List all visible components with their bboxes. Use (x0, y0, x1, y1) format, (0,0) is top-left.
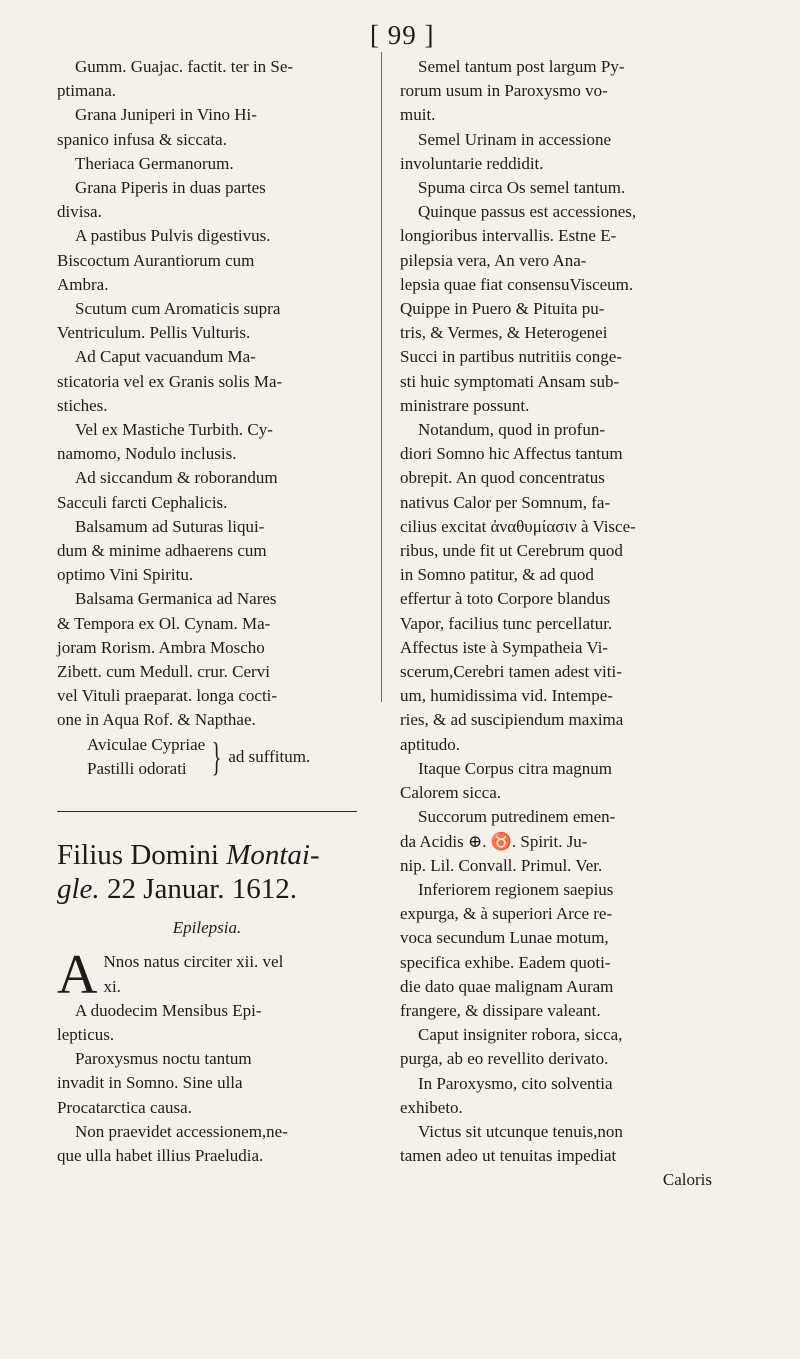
text-line: tamen adeo ut tenuitas impediat (400, 1146, 617, 1166)
text-line: Ad siccandum & roborandum (75, 468, 278, 488)
column-divider (381, 52, 382, 702)
text-line: lepticus. (57, 1024, 115, 1044)
heading-name: Montai- (226, 839, 320, 872)
paragraph (400, 1120, 732, 1168)
page-number: [ 99 ] (370, 20, 435, 50)
subheading: Epilepsia. (172, 918, 242, 938)
paragraph (400, 1023, 732, 1071)
text-line: ad suffitum. (228, 746, 311, 766)
paragraph (400, 55, 732, 128)
text-line: Vel ex Mastiche Turbith. Cy- (75, 420, 273, 440)
text-line: sti huic symptomati Ansam sub- (400, 371, 620, 391)
text-line: Grana Juniperi in Vino Hi- (75, 105, 257, 125)
text-line: ries, & ad suscipiendum maxima (400, 710, 624, 730)
heading-date: 22 Januar. 1612. (99, 873, 298, 906)
brace-symbol: } (211, 733, 222, 779)
text-line: Sacculi farcti Cephalicis. (57, 492, 228, 512)
paragraph (400, 176, 732, 200)
text-line: dum & minime adhaerens cum (57, 541, 267, 561)
paragraph (57, 1120, 357, 1168)
text-line: Gumm. Guajac. factit. ter in Se- (75, 57, 294, 76)
paragraph (57, 176, 357, 224)
text-line: invadit in Somno. Sine ulla (57, 1073, 243, 1093)
text-line: rorum usum in Paroxysmo vo- (400, 81, 608, 101)
text-line: Semel tantum post largum Py- (418, 57, 625, 76)
text-line: Procatarctica causa. (57, 1097, 192, 1117)
paragraph (57, 55, 357, 103)
text-line: Victus sit utcunque tenuis,non (418, 1121, 623, 1141)
text-line: tris, & Vermes, & Heterogenei (400, 323, 608, 343)
text-line: ribus, unde fit ut Cerebrum quod (400, 541, 623, 561)
text-line: one in Aqua Rof. & Napthae. (57, 710, 256, 730)
text-line: & Tempora ex Ol. Cynam. Ma- (57, 613, 271, 633)
text-line: Ad Caput vacuandum Ma- (75, 347, 256, 367)
text-line: Notandum, quod in profun- (418, 420, 605, 440)
text-line: Succorum putredinem emen- (418, 807, 616, 827)
paragraph (57, 1047, 357, 1120)
text-line: nip. Lil. Convall. Primul. Ver. (400, 855, 603, 875)
right-column (400, 55, 732, 1193)
text-line: voca secundum Lunae motum, (400, 928, 609, 948)
text-line: Non praevidet accessionem,ne- (75, 1121, 288, 1141)
text-line: Spuma circa Os semel tantum. (418, 178, 626, 198)
paragraph (57, 587, 357, 732)
paragraph (57, 297, 357, 345)
text-line: A duodecim Mensibus Epi- (75, 1000, 262, 1020)
paragraph (400, 805, 732, 878)
text-line: Itaque Corpus citra magnum (418, 758, 613, 778)
text-line: lepsia quae fiat consensuVisceum. (400, 274, 634, 294)
paragraph (57, 103, 357, 151)
text-line: Nnos natus circiter xii. vel (103, 952, 284, 972)
paragraph (57, 466, 357, 514)
text-line: Aviculae Cypriae (87, 734, 206, 754)
paragraph (57, 152, 357, 176)
text-line: namomo, Nodulo inclusis. (57, 444, 237, 464)
text-line: optimo Vini Spiritu. (57, 565, 194, 585)
text-line: Grana Piperis in duas partes (75, 178, 266, 198)
text-line: Semel Urinam in accessione (418, 129, 612, 149)
section-heading (57, 838, 357, 906)
text-line: que ulla habet illius Praeludia. (57, 1145, 264, 1165)
text-line: frangere, & dissipare valeant. (400, 1000, 601, 1020)
paragraph (400, 200, 732, 418)
text-line: Theriaca Germanorum. (75, 153, 234, 173)
left-column (57, 55, 357, 1168)
text-line: pilepsia vera, An vero Ana- (400, 250, 587, 270)
heading-name: gle. (57, 873, 100, 906)
text-line: Affectus iste à Sympatheia Vi- (400, 637, 608, 657)
text-line: Scutum cum Aromaticis supra (75, 299, 281, 319)
heading-line (57, 838, 357, 872)
text-line: da Acidis ⊕. ♉. Spirit. Ju- (400, 831, 588, 851)
text-line: Caput insigniter robora, sicca, (418, 1025, 623, 1045)
bracket-lines (87, 733, 205, 781)
paragraph (57, 999, 357, 1047)
text-line: muit. (400, 105, 436, 125)
text-line: Quippe in Puero & Pituita pu- (400, 299, 605, 319)
text-line: um, humidissima vid. Intempe- (400, 686, 613, 706)
text-line: stiches. (57, 395, 108, 415)
text-line: Paroxysmus noctu tantum (75, 1049, 252, 1069)
paragraph (400, 757, 732, 805)
text-line: sticatoria vel ex Granis solis Ma- (57, 371, 283, 391)
text-line: Balsama Germanica ad Nares (75, 589, 277, 609)
drop-cap: A (57, 944, 98, 1007)
text-line: nativus Calor per Somnum, fa- (400, 492, 611, 512)
paragraph (400, 878, 732, 1023)
paragraph (400, 128, 732, 176)
paragraph (400, 1072, 732, 1120)
bracket-group (87, 733, 357, 781)
text-line: expurga, & à superiori Arce re- (400, 904, 613, 924)
text-line: obrepit. An quod concentratus (400, 468, 605, 488)
text-line: aptitudo. (400, 734, 460, 754)
text-line: A pastibus Pulvis digestivus. (75, 226, 271, 246)
text-line: in Somno patitur, & ad quod (400, 565, 594, 585)
text-line: Quinque passus est accessiones, (418, 202, 637, 222)
text-line: Ambra. (57, 274, 109, 294)
text-line: divisa. (57, 202, 102, 222)
section-rule (57, 811, 357, 812)
text-line: longioribus intervallis. Estne E- (400, 226, 617, 246)
text-line: Vapor, facilius tunc percellatur. (400, 613, 613, 633)
text-line: ptimana. (57, 81, 117, 101)
text-line: xi. (103, 976, 121, 996)
text-line: scerum,Cerebri tamen adest viti- (400, 662, 622, 682)
text-line: Ventriculum. Pellis Vulturis. (57, 323, 251, 343)
text-line: Zibett. cum Medull. crur. Cervi (57, 662, 270, 682)
heading-text: Filius Domini (57, 839, 227, 872)
text-line: In Paroxysmo, cito solventia (418, 1073, 613, 1093)
text-line: involuntarie reddidit. (400, 153, 544, 173)
catchword: Caloris (662, 1170, 712, 1190)
paragraph (57, 418, 357, 466)
text-line: vel Vituli praeparat. longa cocti- (57, 686, 278, 706)
text-line: diori Somno hic Affectus tantum (400, 444, 623, 464)
text-line: purga, ab eo revellito derivato. (400, 1049, 609, 1069)
text-line: joram Rorism. Ambra Moscho (57, 637, 265, 657)
text-line: ministrare possunt. (400, 395, 530, 415)
text-line: spanico infusa & siccata. (57, 129, 227, 149)
paragraph (57, 944, 357, 1007)
paragraph (57, 224, 357, 297)
paragraph (57, 345, 357, 418)
paragraph (57, 515, 357, 588)
text-line: Calorem sicca. (400, 783, 502, 803)
text-line: Balsamum ad Suturas liqui- (75, 516, 265, 536)
text-line: Pastilli odorati (87, 758, 187, 778)
text-line: Succi in partibus nutritiis conge- (400, 347, 622, 367)
text-line: die dato quae malignam Auram (400, 976, 614, 996)
text-line: Biscoctum Aurantiorum cum (57, 250, 255, 270)
text-line: Inferiorem regionem saepius (418, 879, 614, 899)
text-line: exhibeto. (400, 1097, 463, 1117)
paragraph (400, 418, 732, 757)
text-line: effertur à toto Corpore blandus (400, 589, 611, 609)
heading-line (57, 872, 357, 906)
text-line: cilius excitat ἀναθυμίασιν à Visce- (400, 516, 636, 536)
text-line: specifica exhibe. Eadem quoti- (400, 952, 611, 972)
